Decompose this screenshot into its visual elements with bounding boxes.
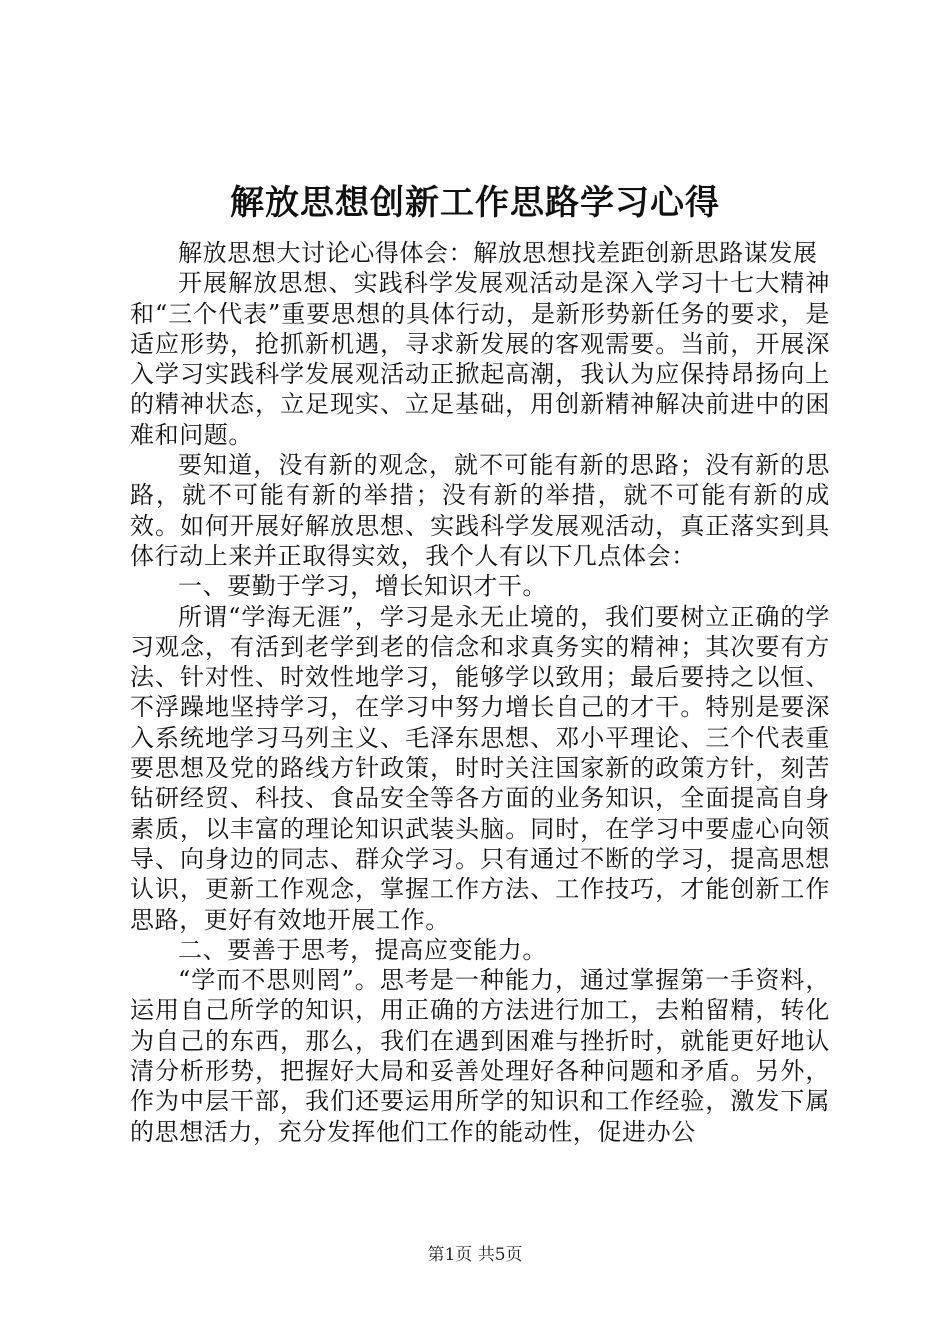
document-body (130, 238, 830, 1147)
section-heading-learning: 一、要勤于学习，增长知识才干。 (178, 572, 547, 601)
paragraph-viewpoint: 要知道，没有新的观念，就不可能有新的思路；没有新的思路，就不可能有新的举措；没有新的举措，就不可能有新的成效。如何开展好解放思想、实践科学发展观活动，真正落实到具体行动上来并正取得实效，我个人有以下几点体会： (130, 451, 830, 570)
paragraph-learning: 所谓“学海无涯”，学习是永无止境的，我们要树立正确的学习观念，有活到老学到老的信念和求真务实的精神；其次要有方法、针对性、时效性地学习，能够学以致用；最后要持之以恒、不浮躁地坚持学习，在学习中努力增长自己的才干。特别是要深入系统地学习马列主义、毛泽东思想、邓小平理论、三个代表重要思想及党的路线方针政策，时时关注国家新的政策方针，刻苦钻研经贸、科技、食品安全等各方面的业务知识，全面提高自身素质，以丰富的理论知识武装头脑。同时，在学习中要虚心向领导、向身边的同志、群众学习。只有通过不断的学习，提高思想认识，更新工作观念，掌握工作方法、工作技巧，才能创新工作思路，更好有效地开展工作。 (130, 602, 830, 934)
document-title: 解放思想创新工作思路学习心得 (230, 183, 720, 223)
section-heading-thinking: 二、要善于思考，提高应变能力。 (178, 935, 547, 964)
page-number-footer: 第1页 共5页 (427, 1245, 523, 1265)
paragraph-thinking: “学而不思则罔”。思考是一种能力，通过掌握第一手资料，运用自己所学的知识，用正确的方法进行加工，去粕留精，转化为自己的东西，那么，我们在遇到困难与挫折时，就能更好地认清分析形势，把握好大局和妥善处理好各种问题和矛盾。另外，作为中层干部，我们还要运用所学的知识和工作经验，激发下属的思想活力，充分发挥他们工作的能动性，促进办公 (130, 966, 830, 1146)
paragraph-subtitle: 解放思想大讨论心得体会：解放思想找差距创新思路谋发展 (178, 239, 818, 267)
paragraph-intro: 开展解放思想、实践科学发展观活动是深入学习十七大精神和“三个代表”重要思想的具体行动，是新形势新任务的要求，是适应形势，抢抓新机遇，寻求新发展的客观需要。当前，开展深入学习实践科学发展观活动正掀起高潮，我认为应保持昂扬向上的精神状态，立足现实、立足基础，用创新精神解决前进中的困难和问题。 (130, 269, 830, 449)
